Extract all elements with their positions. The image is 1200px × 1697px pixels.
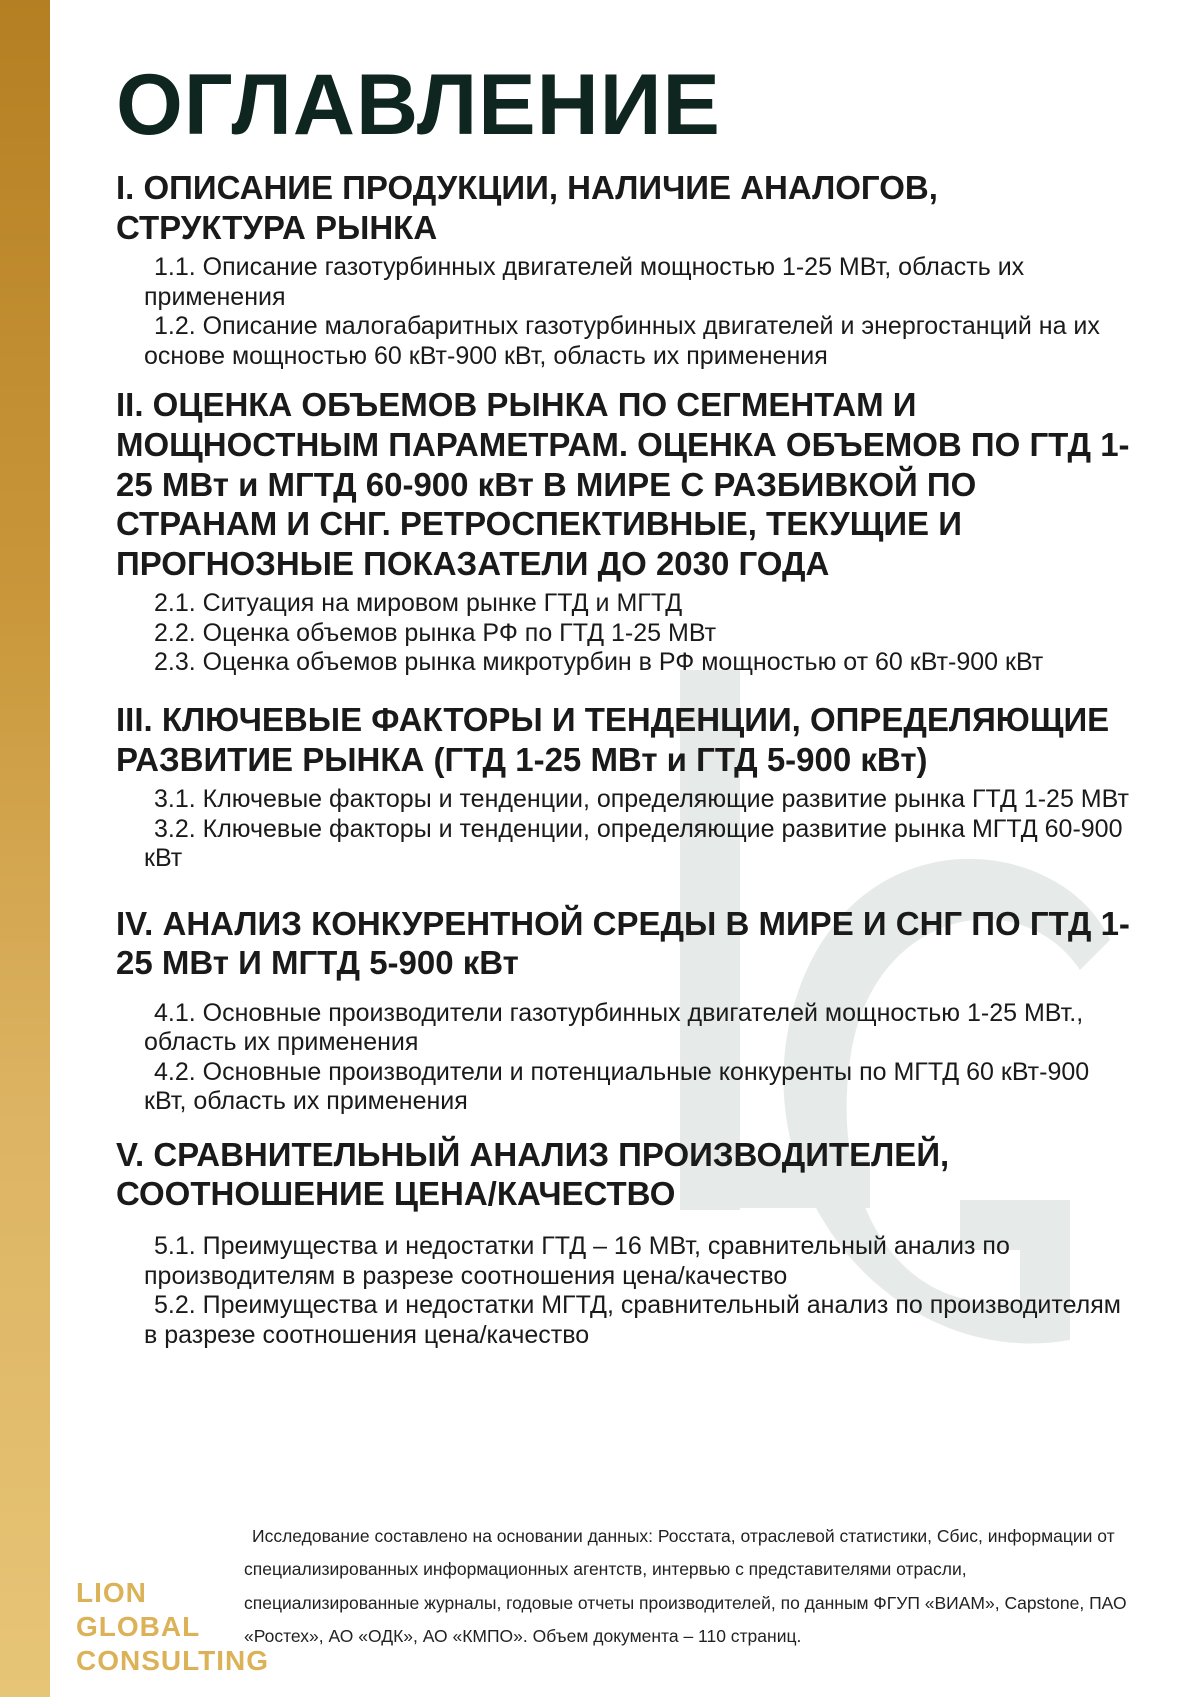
section-title: II. ОЦЕНКА ОБЪЕМОВ РЫНКА ПО СЕГМЕНТАМ И МОЩНОСТНЫМ ПАРАМЕТРАМ. ОЦЕНКА ОБЪЕМОВ ПО ГТД 1-25 МВт и МГТД 60-900 кВт В МИРЕ С РАЗБИВКОЙ ПО СТРАНАМ И СНГ. РЕТРОСПЕКТИВНЫЕ, ТЕКУЩИЕ И ПРОГНОЗНЫЕ ПОКАЗАТЕЛИ ДО 2030 ГОДА: [116, 386, 1130, 582]
page-title: ОГЛАВЛЕНИЕ: [116, 57, 721, 153]
section-items: [144, 253, 1136, 371]
brand-line-global: GLOBAL: [76, 1611, 201, 1643]
section-items: [144, 999, 1136, 1117]
brand-line-lion: LION: [76, 1577, 147, 1608]
source-footnote: Исследование составлено на основании данных: Росстата, отраслевой статистики, Сбис, информации от специализированных информационных агентств, интервью с представителями отрасли, специализированные журналы, годовые отчеты производителей, по данным ФГУП «ВИАМ», Capstone, ПАО «Ростех», АО «ОДК», АО «КМПО». Объем документа – 110 страниц.: [244, 1525, 1127, 1647]
table-of-contents: [116, 57, 1136, 1364]
toc-section-2: [116, 385, 1136, 677]
toc-section-3: [116, 700, 1136, 874]
section-items: [144, 589, 1136, 678]
toc-item: 1.2. Описание малогабаритных газотурбинных двигателей и энергостанций на их основе мощностью 60 кВт-900 кВт, область их применения: [144, 312, 1100, 370]
toc-section-4: [116, 904, 1136, 1117]
brand-logo-text: [76, 1576, 269, 1678]
toc-item: 1.1. Описание газотурбинных двигателей мощностью 1-25 МВт, область их применения: [144, 253, 1025, 311]
toc-item: 3.2. Ключевые факторы и тенденции, определяющие развитие рынка МГТД 60-900 кВт: [144, 814, 1123, 873]
toc-section-1: [116, 168, 1136, 371]
section-title: III. КЛЮЧЕВЫЕ ФАКТОРЫ И ТЕНДЕНЦИИ, ОПРЕДЕЛЯЮЩИЕ РАЗВИТИЕ РЫНКА (ГТД 1-25 МВт и ГТД 5-900 кВт): [116, 700, 1110, 778]
toc-section-5: [116, 1135, 1136, 1350]
section-title: IV. АНАЛИЗ КОНКУРЕНТНОЙ СРЕДЫ В МИРЕ И СНГ ПО ГТД 1-25 МВт И МГТД 5-900 кВт: [116, 904, 1130, 982]
toc-item: 2.2. Оценка объемов рынка РФ по ГТД 1-25 МВт: [154, 618, 717, 647]
toc-item: 5.1. Преимущества и недостатки ГТД – 16 МВт, сравнительный анализ по производителям в разрезе соотношения цена/качество: [144, 1232, 1010, 1290]
toc-item: 5.2. Преимущества и недостатки МГТД, сравнительный анализ по производителям в разрезе соотношения цена/качество: [144, 1291, 1121, 1349]
section-title: V. СРАВНИТЕЛЬНЫЙ АНАЛИЗ ПРОИЗВОДИТЕЛЕЙ, СООТНОШЕНИЕ ЦЕНА/КАЧЕСТВО: [116, 1135, 950, 1213]
section-title: I. ОПИСАНИЕ ПРОДУКЦИИ, НАЛИЧИЕ АНАЛОГОВ, СТРУКТУРА РЫНКА: [116, 169, 938, 246]
toc-item: 4.2. Основные производители и потенциальные конкуренты по МГТД 60 кВт-900 кВт, область их применения: [144, 1057, 1090, 1116]
toc-item: 3.1. Ключевые факторы и тенденции, определяющие развитие рынка ГТД 1-25 МВт: [154, 785, 1129, 814]
section-items: [144, 785, 1136, 874]
toc-item: 2.1. Ситуация на мировом рынке ГТД и МГТД: [154, 589, 683, 618]
section-items: [144, 1232, 1136, 1350]
gold-side-bar: [0, 0, 50, 1697]
brand-line-consulting: CONSULTING: [76, 1645, 270, 1677]
toc-item: 4.1. Основные производители газотурбинных двигателей мощностью 1-25 МВт., область их применения: [144, 998, 1084, 1057]
toc-item: 2.3. Оценка объемов рынка микротурбин в РФ мощностью от 60 кВт-900 кВт: [154, 648, 1044, 677]
